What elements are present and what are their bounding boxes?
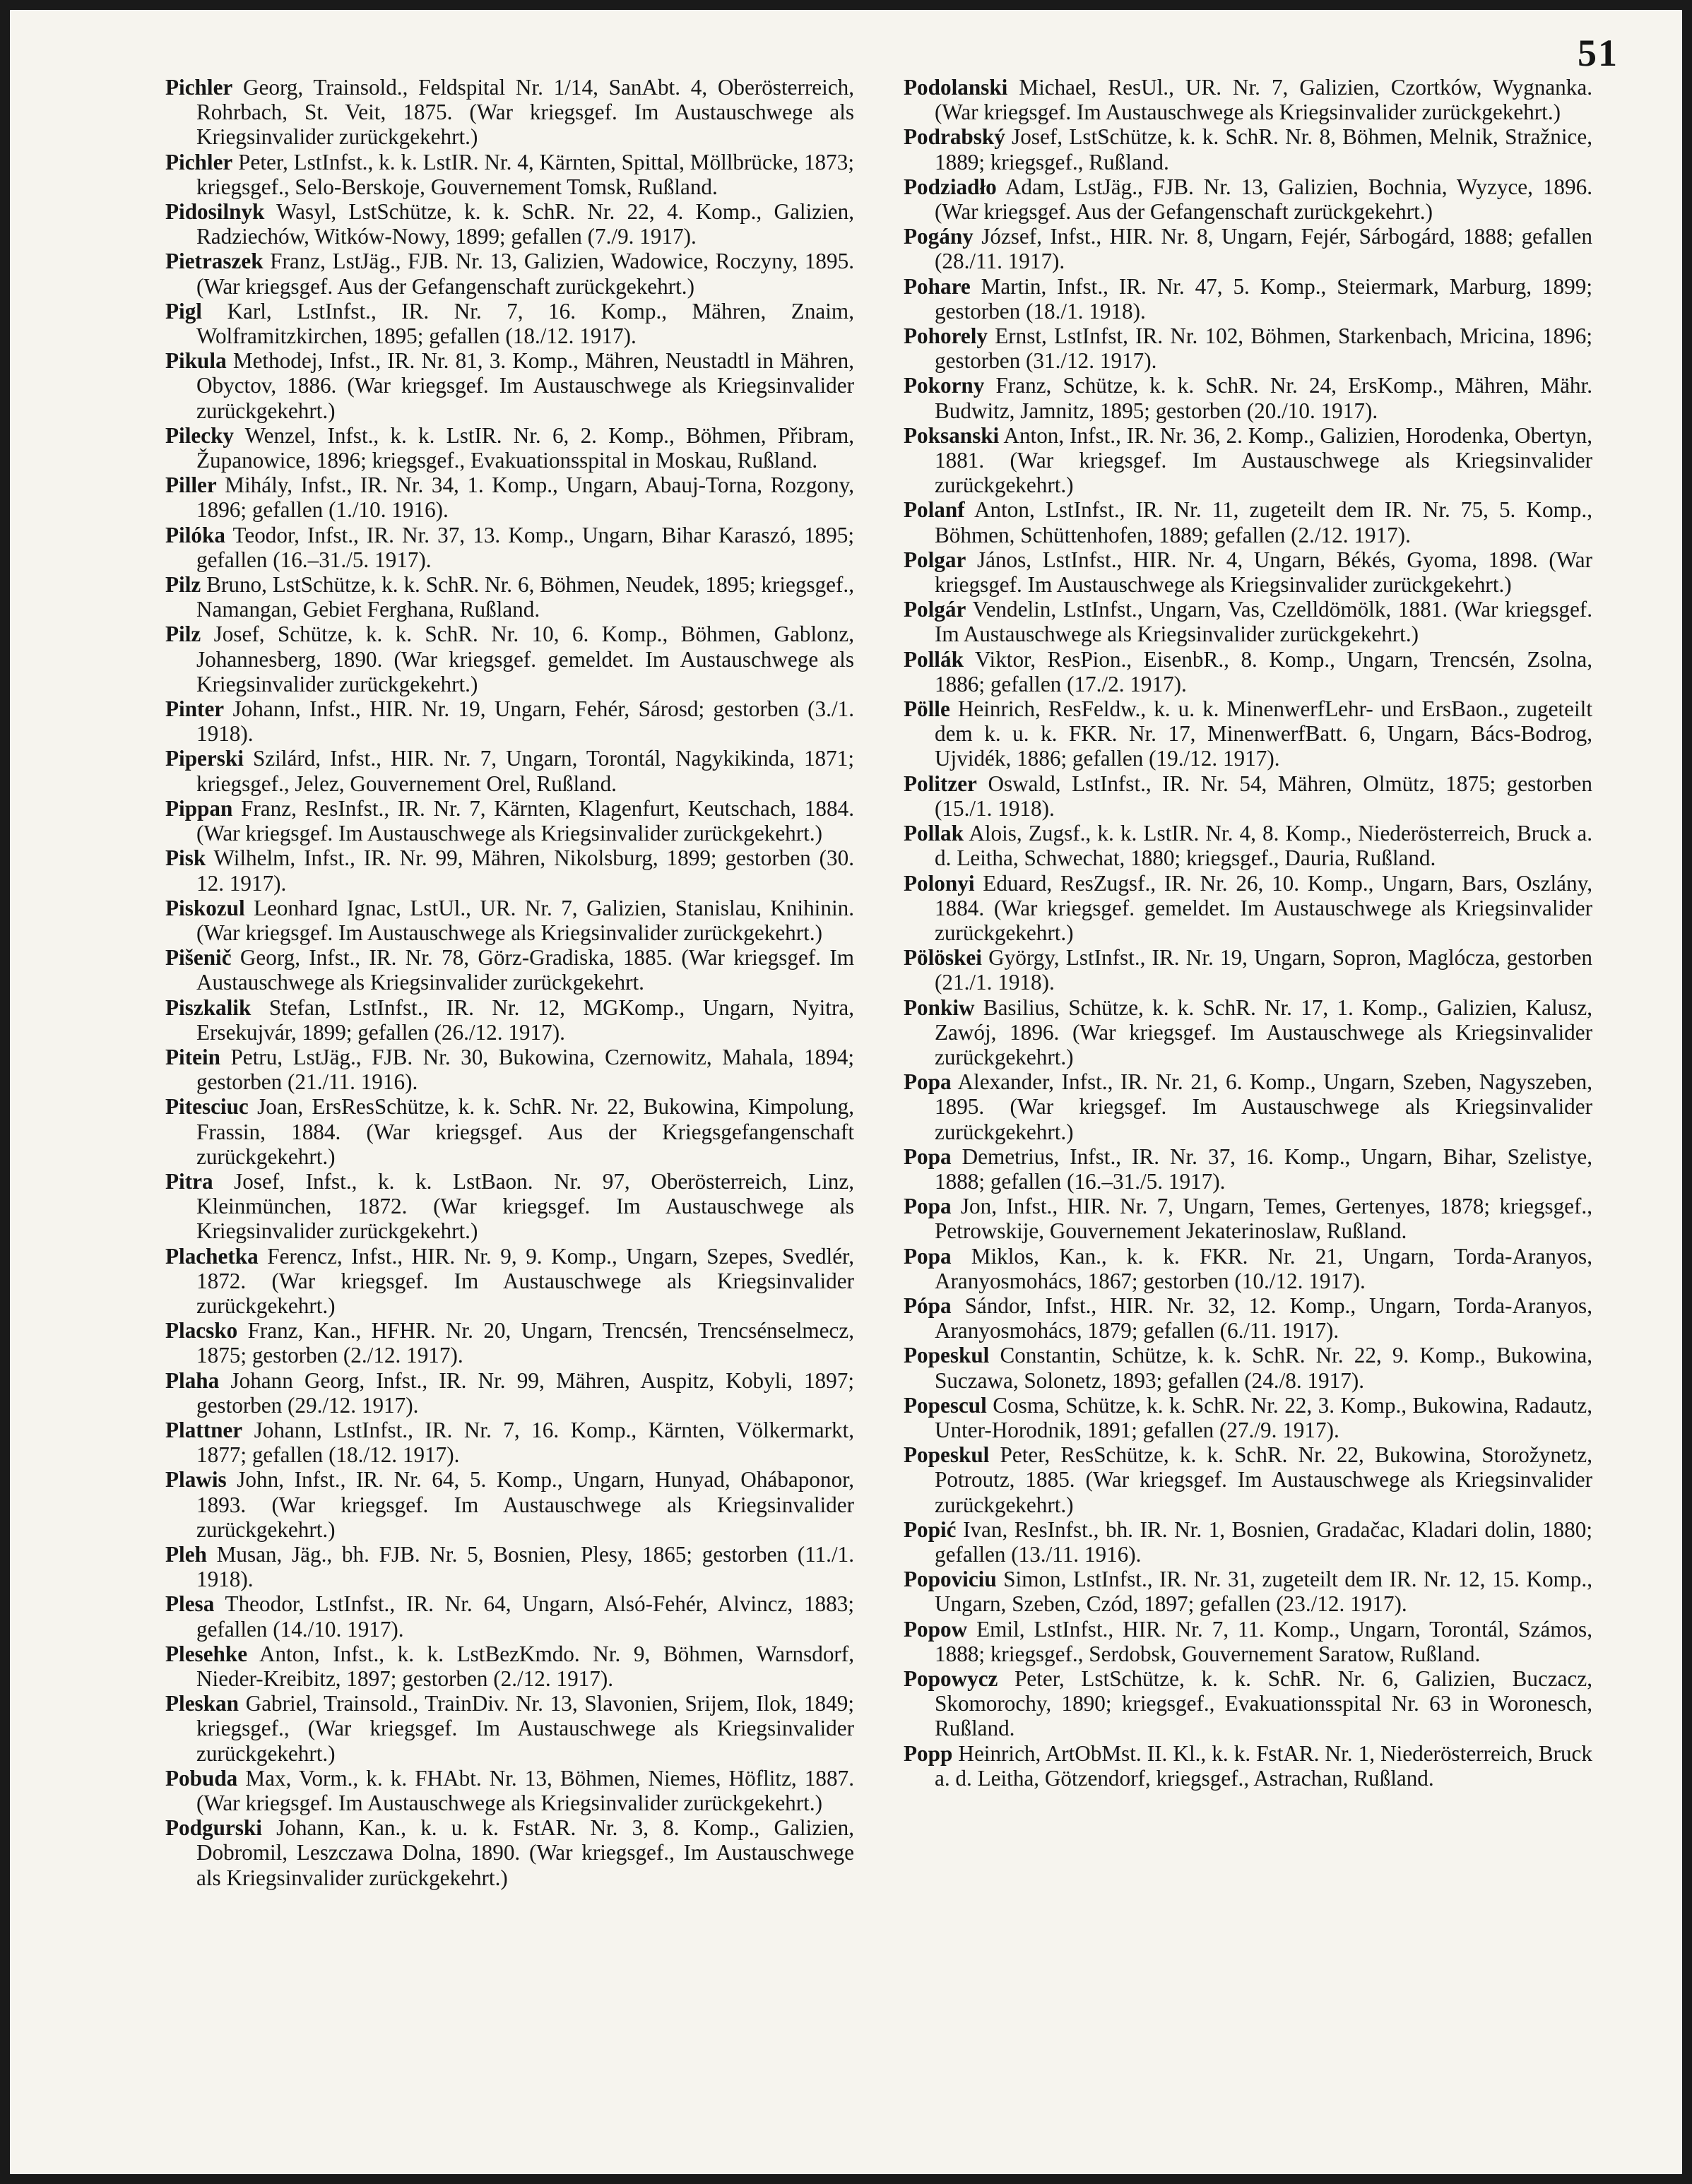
entry-details: Johann, Kan., k. u. k. FstAR. Nr. 3, 8. Komp., Galizien, Dobromil, Leszczawa Dolna, 1890. (War kriegsgef., Im Austauschwege als Kriegsinvalider zurückgekehrt.) — [196, 1815, 854, 1890]
register-entry — [165, 1244, 854, 1319]
entry-surname: Plachetka — [165, 1243, 259, 1269]
register-entry — [165, 473, 854, 522]
entry-details: Josef, Infst., k. k. LstBaon. Nr. 97, Oberösterreich, Linz, Kleinmünchen, 1872. (War kriegsgef. Im Austauschwege als Kriegsinvalider zurückgekehrt.) — [196, 1168, 854, 1244]
entry-details: Peter, LstSchütze, k. k. SchR. Nr. 6, Galizien, Buczacz, Skomorochy, 1890; kriegsgef., Evakuationsspital Nr. 63 in Woronesch, Rußland. — [935, 1666, 1592, 1741]
entry-surname: Pogány — [904, 224, 974, 249]
entry-details: Johann Georg, Infst., IR. Nr. 99, Mähren, Auspitz, Kobyli, 1897; gestorben (29./12. 1917). — [196, 1367, 854, 1418]
entry-details: Ivan, ResInfst., bh. IR. Nr. 1, Bosnien, Gradačac, Kladari dolin, 1880; gefallen (13./11. 1916). — [935, 1517, 1592, 1567]
register-entry — [904, 324, 1592, 373]
register-entry — [904, 597, 1592, 646]
entry-details: Michael, ResUl., UR. Nr. 7, Galizien, Czortków, Wygnanka. (War kriegsgef. Im Austauschwege als Kriegsinvalider zurückgekehrt.) — [935, 75, 1592, 125]
entry-details: Alois, Zugsf., k. k. LstIR. Nr. 4, 8. Komp., Niederösterreich, Bruck a. d. Leitha, Schwechat, 1880; kriegsgef., Dauria, Rußland. — [935, 821, 1592, 871]
entry-details: Peter, LstInfst., k. k. LstIR. Nr. 4, Kärnten, Spittal, Möllbrücke, 1873; kriegsgef., Selo-Berskoje, Gouvernement Tomsk, Rußland. — [196, 149, 854, 199]
entry-details: Franz, LstJäg., FJB. Nr. 13, Galizien, Wadowice, Roczyny, 1895. (War kriegsgef. Aus der Gefangenschaft zurückgekehrt.) — [196, 249, 854, 299]
entry-surname: Pidosilnyk — [165, 199, 265, 225]
register-entry — [904, 995, 1592, 1070]
entry-surname: Pinter — [165, 696, 225, 722]
entry-surname: Pollák — [904, 646, 964, 672]
register-entry — [904, 1741, 1592, 1791]
register-entry — [904, 1244, 1592, 1293]
entry-details: Anton, LstInfst., IR. Nr. 11, zugeteilt dem IR. Nr. 75, 5. Komp., Böhmen, Schüttenhofen, 1889; gefallen (2./12. 1917). — [935, 497, 1592, 547]
register-entry — [904, 1567, 1592, 1616]
entry-surname: Pichler — [165, 75, 233, 100]
entry-surname: Podrabský — [904, 124, 1005, 150]
register-entry — [165, 796, 854, 845]
entry-details: Wasyl, LstSchütze, k. k. SchR. Nr. 22, 4. Komp., Galizien, Radziechów, Witków-Nowy, 1899; gefallen (7./9. 1917). — [196, 199, 854, 249]
entry-details: Anton, Infst., k. k. LstBezKmdo. Nr. 9, Böhmen, Warnsdorf, Nieder-Kreibitz, 1897; gestorben (2./12. 1917). — [196, 1641, 854, 1691]
register-entry — [904, 1293, 1592, 1343]
right-column — [904, 75, 1592, 2152]
entry-details: Franz, Kan., HFHR. Nr. 20, Ungarn, Trencsén, Trencsénselmecz, 1875; gestorben (2./12. 1917). — [196, 1318, 854, 1368]
entry-surname: Popeskul — [904, 1442, 990, 1468]
entry-details: József, Infst., HIR. Nr. 8, Ungarn, Fejér, Sárbogárd, 1888; gefallen (28./11. 1917). — [935, 224, 1592, 274]
register-entry — [165, 1766, 854, 1815]
entry-surname: Plesehke — [165, 1641, 248, 1666]
entry-details: Wenzel, Infst., k. k. LstIR. Nr. 6, 2. Komp., Böhmen, Přibram, Županowice, 1896; kriegsgef., Evakuationsspital in Moskau, Rußland. — [196, 422, 854, 473]
entry-surname: Popoviciu — [904, 1567, 997, 1592]
register-entry — [904, 871, 1592, 946]
entry-surname: Popow — [904, 1616, 968, 1642]
register-entry — [165, 1368, 854, 1418]
register-entry — [165, 523, 854, 572]
register-entry — [904, 1069, 1592, 1144]
register-entry — [165, 249, 854, 298]
register-entry — [904, 1666, 1592, 1741]
entry-surname: Plawis — [165, 1467, 227, 1492]
entry-details: Mihály, Infst., IR. Nr. 34, 1. Komp., Ungarn, Abauj-Torna, Rozgony, 1896; gefallen (1./10. 1916). — [196, 473, 854, 523]
entry-surname: Pippan — [165, 795, 233, 821]
entry-details: Peter, ResSchütze, k. k. SchR. Nr. 22, Bukowina, Storožynetz, Potroutz, 1885. (War kriegsgef. Im Austauschwege als Kriegsinvalider zurückgekehrt.) — [935, 1442, 1592, 1517]
entry-surname: Popp — [904, 1740, 953, 1766]
register-entry — [165, 622, 854, 696]
entry-surname: Pölle — [904, 696, 950, 722]
register-entry — [904, 373, 1592, 422]
entry-details: Georg, Infst., IR. Nr. 78, Görz-Gradiska, 1885. (War kriegsgef. Im Austauschwege als Kriegsinvalider zurückgekehrt. — [196, 945, 854, 995]
entry-surname: Pitra — [165, 1168, 213, 1194]
entry-details: Josef, LstSchütze, k. k. SchR. Nr. 8, Böhmen, Melnik, Stražnice, 1889; kriegsgef., Rußland. — [935, 124, 1592, 174]
entry-details: Heinrich, ArtObMst. II. Kl., k. k. FstAR. Nr. 1, Niederösterreich, Bruck a. d. Leitha, Götzendorf, kriegsgef., Astrachan, Rußland. — [935, 1740, 1592, 1791]
register-entry — [904, 1194, 1592, 1243]
register-entry — [165, 299, 854, 348]
entry-surname: Plaha — [165, 1367, 220, 1393]
entry-details: Gabriel, Trainsold., TrainDiv. Nr. 13, Slavonien, Srijem, Ilok, 1849; kriegsgef., (War kriegsgef. Im Austauschwege als Kriegsinvalider zurückgekehrt.) — [196, 1691, 854, 1766]
entry-details: Ferencz, Infst., HIR. Nr. 9, 9. Komp., Ungarn, Szepes, Svedlér, 1872. (War kriegsgef. Im Austauschwege als Kriegsinvalider zurückgekehrt.) — [196, 1243, 854, 1318]
entry-surname: Piskozul — [165, 895, 245, 920]
entry-details: John, Infst., IR. Nr. 64, 5. Komp., Ungarn, Hunyad, Ohábaponor, 1893. (War kriegsgef. Im Austauschwege als Kriegsinvalider zurückgekehrt.) — [196, 1467, 854, 1542]
register-entry — [904, 696, 1592, 771]
register-entry — [904, 124, 1592, 174]
entry-surname: Podziadło — [904, 174, 997, 199]
entry-surname: Ponkiw — [904, 995, 975, 1020]
entry-surname: Pisk — [165, 845, 206, 871]
entry-details: Johann, LstInfst., IR. Nr. 7, 16. Komp., Kärnten, Völkermarkt, 1877; gefallen (18./12. 1917). — [196, 1417, 854, 1468]
register-entry — [904, 771, 1592, 821]
entry-details: Musan, Jäg., bh. FJB. Nr. 5, Bosnien, Plesy, 1865; gestorben (11./1. 1918). — [196, 1541, 854, 1592]
entry-surname: Pohare — [904, 273, 971, 299]
entry-details: Theodor, LstInfst., IR. Nr. 64, Ungarn, Alsó-Fehér, Alvincz, 1883; gefallen (14./10. 1917). — [196, 1591, 854, 1642]
entry-surname: Popescul — [904, 1392, 987, 1418]
entry-surname: Pilz — [165, 622, 201, 647]
entry-details: Jon, Infst., HIR. Nr. 7, Ungarn, Temes, Gertenyes, 1878; kriegsgef., Petrowskije, Gouvernement Jekaterinoslaw, Rußland. — [935, 1194, 1592, 1244]
entry-surname: Podolanski — [904, 75, 1008, 100]
entry-surname: Pietraszek — [165, 249, 264, 274]
entry-details: György, LstInfst., IR. Nr. 19, Ungarn, Sopron, Maglócza, gestorben (21./1. 1918). — [935, 945, 1592, 995]
register-entry — [904, 1343, 1592, 1392]
register-entry — [904, 945, 1592, 995]
register-entry — [904, 1144, 1592, 1194]
register-entry — [165, 1542, 854, 1591]
entry-surname: Pölöskei — [904, 945, 982, 971]
entry-details: Max, Vorm., k. k. FHAbt. Nr. 13, Böhmen, Niemes, Höflitz, 1887. (War kriegsgef. Im Austauschwege als Kriegsinvalider zurückgekehrt.) — [196, 1765, 854, 1816]
register-entry — [165, 896, 854, 945]
entry-details: Bruno, LstSchütze, k. k. SchR. Nr. 6, Böhmen, Neudek, 1895; kriegsgef., Namangan, Gebiet Ferghana, Rußland. — [196, 572, 854, 622]
entry-surname: Pitesciuc — [165, 1094, 249, 1120]
register-entry — [904, 1617, 1592, 1666]
entry-surname: Politzer — [904, 771, 977, 796]
entry-surname: Pilz — [165, 572, 201, 598]
register-entry — [904, 75, 1592, 124]
register-entry — [165, 572, 854, 622]
register-entry — [904, 1393, 1592, 1442]
entry-surname: Popa — [904, 1243, 952, 1269]
register-entry — [165, 1815, 854, 1890]
entry-surname: Plesa — [165, 1591, 215, 1617]
page-number: 51 — [1578, 32, 1619, 74]
entry-details: Sándor, Infst., HIR. Nr. 32, 12. Komp., Ungarn, Torda-Aranyos, Aranyosmohács, 1879; gefallen (6./11. 1917). — [935, 1293, 1592, 1343]
entry-details: Vendelin, LstInfst., Ungarn, Vas, Czelldömölk, 1881. (War kriegsgef. Im Austauschwege als Kriegsinvalider zurückgekehrt.) — [935, 597, 1592, 647]
entry-details: Viktor, ResPion., EisenbR., 8. Komp., Ungarn, Trencsén, Zsolna, 1886; gefallen (17./2. 1917). — [935, 646, 1592, 696]
entry-details: Teodor, Infst., IR. Nr. 37, 13. Komp., Ungarn, Bihar Karaszó, 1895; gefallen (16.–31./5. 1917). — [196, 522, 854, 572]
register-entry — [165, 696, 854, 746]
entry-surname: Pobuda — [165, 1765, 238, 1791]
register-entry — [904, 174, 1592, 224]
entry-surname: Piszkalik — [165, 995, 252, 1020]
entry-surname: Popowycz — [904, 1666, 998, 1691]
entry-details: Georg, Trainsold., Feldspital Nr. 1/14, SanAbt. 4, Oberösterreich, Rohrbach, St. Veit, 1875. (War kriegsgef. Im Austauschwege als Kriegsinvalider zurückgekehrt.) — [196, 75, 854, 150]
register-entry — [165, 1045, 854, 1094]
entry-surname: Piller — [165, 473, 217, 498]
register-entry — [904, 423, 1592, 498]
register-entry — [904, 547, 1592, 597]
entry-surname: Pichler — [165, 149, 233, 174]
register-entry — [904, 1442, 1592, 1517]
entry-surname: Popa — [904, 1194, 952, 1219]
entry-surname: Pikula — [165, 348, 227, 374]
entry-details: Josef, Schütze, k. k. SchR. Nr. 10, 6. Komp., Böhmen, Gablonz, Johannesberg, 1890. (War kriegsgef. gemeldet. Im Austauschwege als Kriegsinvalider zurückgekehrt.) — [196, 622, 854, 696]
entry-surname: Pilecky — [165, 422, 235, 448]
register-entry — [165, 1169, 854, 1244]
entry-surname: Piperski — [165, 746, 244, 771]
register-entry — [165, 423, 854, 473]
entry-surname: Plattner — [165, 1417, 243, 1442]
entry-surname: Pleskan — [165, 1691, 239, 1716]
left-column — [165, 75, 854, 2152]
entry-details: Franz, ResInfst., IR. Nr. 7, Kärnten, Klagenfurt, Keutschach, 1884. (War kriegsgef. Im Austauschwege als Kriegsinvalider zurückgekehrt.) — [196, 795, 854, 846]
entry-details: Constantin, Schütze, k. k. SchR. Nr. 22, 9. Komp., Bukowina, Suczawa, Solonetz, 1893; gefallen (24./8. 1917). — [935, 1343, 1592, 1393]
entry-surname: Popić — [904, 1517, 957, 1542]
register-entry — [165, 1591, 854, 1641]
entry-details: Eduard, ResZugsf., IR. Nr. 26, 10. Komp., Ungarn, Bars, Oszlány, 1884. (War kriegsgef. gemeldet. Im Austauschwege als Kriegsinvalider zurückgekehrt.) — [935, 870, 1592, 945]
entry-details: Franz, Schütze, k. k. SchR. Nr. 24, ErsKomp., Mähren, Mähr. Budwitz, Jamnitz, 1895; gestorben (20./10. 1917). — [935, 373, 1592, 423]
register-entry — [904, 274, 1592, 324]
register-entry — [904, 497, 1592, 547]
entry-surname: Pišenič — [165, 945, 232, 971]
entry-details: Martin, Infst., IR. Nr. 47, 5. Komp., Steiermark, Marburg, 1899; gestorben (18./1. 1918). — [935, 273, 1592, 324]
entry-details: Methodej, Infst., IR. Nr. 81, 3. Komp., Mähren, Neustadtl in Mähren, Obyctov, 1886. (War kriegsgef. Im Austauschwege als Kriegsinvalider zurückgekehrt.) — [196, 348, 854, 423]
entry-details: Leonhard Ignac, LstUl., UR. Nr. 7, Galizien, Stanislau, Knihinin. (War kriegsgef. Im Austauschwege als Kriegsinvalider zurückgekehrt.) — [196, 895, 854, 945]
entry-details: Alexander, Infst., IR. Nr. 21, 6. Komp., Ungarn, Szeben, Nagyszeben, 1895. (War kriegsgef. Im Austauschwege als Kriegsinvalider zurückgekehrt.) — [935, 1069, 1592, 1144]
entry-details: Anton, Infst., IR. Nr. 36, 2. Komp., Galizien, Horodenka, Obertyn, 1881. (War kriegsgef. Im Austauschwege als Kriegsinvalider zurückgekehrt.) — [935, 422, 1592, 498]
entry-details: Adam, LstJäg., FJB. Nr. 13, Galizien, Bochnia, Wyzyce, 1896. (War kriegsgef. Aus der Gefangenschaft zurückgekehrt.) — [935, 174, 1592, 225]
entry-details: Johann, Infst., HIR. Nr. 19, Ungarn, Fehér, Sárosd; gestorben (3./1. 1918). — [196, 696, 854, 747]
entry-surname: Placsko — [165, 1318, 238, 1343]
entry-surname: Pópa — [904, 1293, 952, 1318]
entry-surname: Poksanski — [904, 422, 1000, 448]
entry-surname: Pohorely — [904, 324, 988, 349]
entry-surname: Pilóka — [165, 522, 225, 547]
register-entry — [165, 945, 854, 995]
entry-details: Basilius, Schütze, k. k. SchR. Nr. 17, 1. Komp., Galizien, Kalusz, Zawój, 1896. (War kriegsgef. Im Austauschwege als Kriegsinvalider zurückgekehrt.) — [935, 995, 1592, 1069]
register-entry — [904, 821, 1592, 870]
register-entry — [904, 647, 1592, 696]
entry-details: Emil, LstInfst., HIR. Nr. 7, 11. Komp., Ungarn, Torontál, Számos, 1888; kriegsgef., Serdobsk, Gouvernement Saratow, Rußland. — [935, 1616, 1592, 1666]
entry-details: Heinrich, ResFeldw., k. u. k. MinenwerfLehr- und ErsBaon., zugeteilt dem k. u. k. FKR. Nr. 17, MinenwerfBatt. 6, Ungarn, Bács-Bodrog, Ujvidék, 1886; gefallen (19./12. 1917). — [935, 696, 1592, 771]
register-entry — [165, 1642, 854, 1691]
entry-details: Demetrius, Infst., IR. Nr. 37, 16. Komp., Ungarn, Bihar, Szelistye, 1888; gefallen (16.–31./5. 1917). — [935, 1144, 1592, 1194]
register-entry — [165, 1467, 854, 1542]
entry-surname: Pollak — [904, 821, 964, 846]
entry-surname: Popeskul — [904, 1343, 990, 1368]
register-entry — [165, 1318, 854, 1367]
register-entry — [165, 746, 854, 795]
entry-details: Joan, ErsResSchütze, k. k. SchR. Nr. 22, Bukowina, Kimpolung, Frassin, 1884. (War kriegsgef. Aus der Kriegsgefangenschaft zurückgekehrt.) — [196, 1094, 854, 1169]
entry-surname: Pigl — [165, 298, 202, 324]
entry-details: Wilhelm, Infst., IR. Nr. 99, Mähren, Nikolsburg, 1899; gestorben (30. 12. 1917). — [196, 845, 854, 896]
entry-details: Szilárd, Infst., HIR. Nr. 7, Ungarn, Torontál, Nagykikinda, 1871; kriegsgef., Jelez, Gouvernement Orel, Rußland. — [196, 746, 854, 796]
entry-surname: Polgar — [904, 547, 966, 572]
entry-surname: Polanf — [904, 497, 965, 523]
register-entry — [165, 845, 854, 895]
entry-surname: Polonyi — [904, 870, 975, 896]
entry-surname: Pitein — [165, 1044, 220, 1069]
register-entry — [904, 1517, 1592, 1567]
entry-surname: Popa — [904, 1069, 952, 1095]
register-entry — [165, 1094, 854, 1169]
entry-surname: Pokorny — [904, 373, 985, 398]
register-entry — [165, 348, 854, 423]
register-entry — [904, 224, 1592, 273]
entry-details: Stefan, LstInfst., IR. Nr. 12, MGKomp., Ungarn, Nyitra, Ersekujvár, 1899; gefallen (26./12. 1917). — [196, 995, 854, 1045]
entry-surname: Podgurski — [165, 1815, 262, 1841]
entry-surname: Popa — [904, 1144, 952, 1169]
register-entry — [165, 199, 854, 249]
register-entry — [165, 1418, 854, 1467]
register-entry — [165, 995, 854, 1045]
columns — [165, 75, 1592, 2152]
entry-surname: Polgár — [904, 597, 966, 622]
entry-details: Miklos, Kan., k. k. FKR. Nr. 21, Ungarn, Torda-Aranyos, Aranyosmohács, 1867; gestorben (10./12. 1917). — [935, 1243, 1592, 1293]
entry-details: Ernst, LstInfst, IR. Nr. 102, Böhmen, Starkenbach, Mricina, 1896; gestorben (31./12. 1917). — [935, 324, 1592, 374]
register-entry — [165, 1691, 854, 1766]
entry-details: Petru, LstJäg., FJB. Nr. 30, Bukowina, Czernowitz, Mahala, 1894; gestorben (21./11. 1916). — [196, 1044, 854, 1095]
entry-details: Simon, LstInfst., IR. Nr. 31, zugeteilt dem IR. Nr. 12, 15. Komp., Ungarn, Szeben, Czód, 1897; gefallen (23./12. 1917). — [935, 1567, 1592, 1617]
entry-details: Oswald, LstInfst., IR. Nr. 54, Mähren, Olmütz, 1875; gestorben (15./1. 1918). — [935, 771, 1592, 821]
register-entry — [165, 150, 854, 199]
register-entry — [165, 75, 854, 150]
entry-details: János, LstInfst., HIR. Nr. 4, Ungarn, Békés, Gyoma, 1898. (War kriegsgef. Im Austauschwege als Kriegsinvalider zurückgekehrt.) — [935, 547, 1592, 598]
entry-details: Karl, LstInfst., IR. Nr. 7, 16. Komp., Mähren, Znaim, Wolframitzkirchen, 1895; gefallen (18./12. 1917). — [196, 298, 854, 349]
entry-details: Cosma, Schütze, k. k. SchR. Nr. 22, 3. Komp., Bukowina, Radautz, Unter-Horodnik, 1891; gefallen (27./9. 1917). — [935, 1392, 1592, 1442]
entry-surname: Pleh — [165, 1541, 207, 1567]
